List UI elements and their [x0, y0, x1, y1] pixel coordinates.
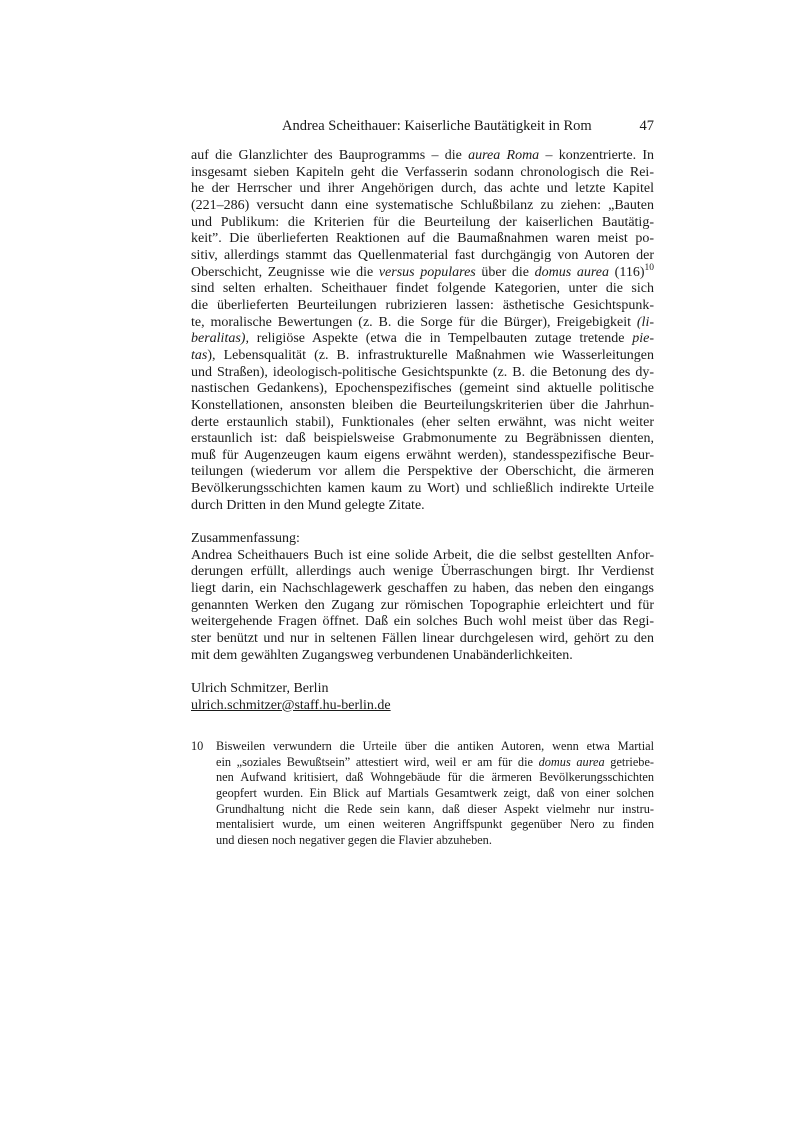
text-line	[191, 365, 654, 382]
text-line	[216, 770, 654, 786]
text-span: te, moralische Bewertungen (z. B. die Sorge für die Bürger), Freigebigkeit	[191, 314, 637, 330]
text-line	[191, 198, 654, 215]
text-span: muß für Augenzeugen kaum eigens erwähnt werden), standesspezifische Beur-	[191, 447, 654, 463]
text-line	[216, 802, 654, 818]
text-span: keit”. Die überlieferten Reaktionen auf die Baumaßnahmen waren meist po-	[191, 231, 654, 247]
text-span: mentalisiert wurde, um einen weiteren Angriffspunkt gegenüber Nero zu finden	[216, 817, 654, 832]
text-line	[191, 148, 654, 165]
text-line	[191, 348, 654, 365]
text-span: durch Dritten in den Mund gelegte Zitate.	[191, 497, 425, 513]
text-line: ster benützt und nur in seltenen Fällen linear durchgelesen wird, gehört zu den	[191, 631, 654, 647]
author-email-link[interactable]: ulrich.schmitzer@staff.hu-berlin.de	[191, 697, 391, 713]
summary-paragraph	[191, 548, 654, 665]
text-line	[191, 248, 654, 265]
text-span: he der Herrscher und ihrer Angehörigen durch, das achte und letzte Kapitel	[191, 181, 654, 197]
italic-text: aurea Roma	[468, 148, 540, 163]
text-line: liegt darin, ein Nachschlagewerk geschaffen zu haben, das neben den eingangs	[191, 581, 654, 597]
text-line	[191, 262, 654, 282]
text-span: Grundhaltung nicht die Rede sein kann, daß dieser Aspekt vielmehr nur instru-	[216, 801, 654, 816]
main-text	[191, 148, 654, 714]
italic-text: beralitas),	[191, 331, 249, 347]
running-title: Andrea Scheithauer: Kaiserliche Bautätigkeit in Rom	[282, 118, 592, 134]
text-line	[191, 165, 654, 182]
text-span: und Straßen), ideologisch-politische Gesichtspunkte (z. B. die Betonung des dy-	[191, 364, 654, 380]
text-line	[191, 331, 654, 348]
text-line	[191, 481, 654, 498]
text-line	[216, 786, 654, 802]
text-line: genannten Werken den Zugang zur römischen Topographie erleichtert und für	[191, 597, 654, 613]
italic-text: versus populares	[378, 264, 476, 280]
text-line	[191, 298, 654, 315]
text-span: und diesen noch negativer gegen die Flavier abzuheben.	[216, 833, 492, 848]
text-line: derungen erfüllt, allerdings auch wenige Überraschungen birgt. Ihr Verdienst	[191, 564, 654, 580]
footnote-text	[216, 739, 654, 849]
author-signature: Ulrich Schmitzer, Berlin	[191, 681, 329, 696]
text-span: auf die Glanzlichter des Bauprogramms – die	[191, 148, 469, 163]
text-span: über die	[475, 264, 535, 280]
text-span: Oberschicht, Zeugnisse wie die	[191, 264, 379, 280]
text-span: Bevölkerungsschichten kamen kaum zu Wort) und schließlich indirekte Urteile	[191, 481, 654, 497]
italic-text: tas	[191, 347, 208, 363]
text-line	[191, 464, 654, 481]
text-line	[191, 448, 654, 465]
text-line: mit dem gewählten Zugangsweg verbundenen Unabänderlichkeiten.	[191, 647, 573, 663]
text-span: die überlieferten Beurteilungen rubrizieren lassen: ästhetische Gesichtspunk-	[191, 297, 654, 313]
text-line	[191, 215, 654, 232]
text-span: insgesamt sieben Kapiteln geht die Verfasserin sodann chronologisch die Rei-	[191, 164, 654, 180]
page-number: 47	[639, 118, 654, 134]
text-line: weitergehende Fragen öffnet. Daß ein solches Buch wohl meist über das Regi-	[191, 614, 654, 630]
text-span: sind selten erhalten. Scheithauer findet folgende Kategorien, unter die sich	[191, 281, 654, 297]
text-span: und Publikum: die Kriterien für die Beurteilung der kaiserlichen Bautätig-	[191, 214, 654, 230]
text-line	[191, 498, 654, 515]
text-line	[191, 181, 654, 198]
text-line	[191, 431, 654, 448]
text-span: ), Lebensqualität (z. B. infrastrukturelle Maßnahmen wie Wasserleitungen	[207, 347, 654, 363]
text-span: (116)	[609, 264, 645, 280]
italic-text: domus aurea	[534, 264, 610, 280]
text-span: Bisweilen verwundern die Urteile über die antiken Autoren, wenn etwa Martial	[216, 739, 654, 753]
running-header	[191, 118, 654, 136]
author-email-row	[191, 698, 654, 715]
text-span: derte erstaunlich stabil), Funktionales (eher selten erwähnt, was nicht weiter	[191, 414, 654, 430]
text-span: geopfert wurden. Ein Blick auf Martials Gesamtwerk zeigt, daß von einer solchen	[216, 786, 654, 801]
text-span: ein „soziales Bewußtsein” attestiert wird, weil er am für die	[216, 754, 539, 769]
text-span: – konzentrierte. In	[539, 148, 654, 163]
text-span: (221–286) versucht dann eine systematische Schlußbilanz zu ziehen: „Bauten	[191, 197, 654, 213]
text-line: Andrea Scheithauers Buch ist eine solide Arbeit, die die selbst gestellten Anfor-	[191, 547, 654, 563]
text-line	[191, 281, 654, 298]
italic-text: (li-	[636, 314, 654, 330]
text-line	[191, 381, 654, 398]
text-span: teilungen (wiederum vor allem die Perspektive der Oberschicht, die ärmeren	[191, 464, 654, 480]
text-span: getriebe-	[604, 754, 654, 769]
text-line	[191, 315, 654, 332]
footnote-10	[191, 739, 654, 849]
text-line	[216, 833, 654, 849]
text-span: erstaunlich ist: daß beispielsweise Grabmonumente zu Begräbnissen dienten,	[191, 431, 654, 447]
footnote-reference[interactable]: 10	[644, 262, 654, 273]
italic-text: domus aurea	[538, 754, 605, 769]
text-span: Konstellationen, ansonsten bleiben die Beurteilungskriterien über die Jahrhun-	[191, 397, 654, 413]
italic-text: pie-	[632, 331, 654, 347]
text-line	[216, 755, 654, 771]
text-span: nen Aufwand kritisiert, daß Wohngebäude für die ärmeren Bevölkerungsschichten	[216, 770, 654, 785]
text-line	[191, 415, 654, 432]
text-span: religiöse Aspekte (etwa die in Tempelbauten zutage tretende	[248, 331, 633, 347]
text-span: sitiv, allerdings stammt das Quellenmaterial fast durchgängig von Autoren der	[191, 247, 654, 263]
text-line	[191, 398, 654, 415]
footnote-number: 10	[191, 739, 204, 753]
summary-heading: Zusammenfassung:	[191, 531, 300, 547]
text-line	[216, 817, 654, 833]
paragraph-1	[191, 148, 654, 514]
text-span: nastischen Gedankens), Epochenspezifisches (gemeint sind aktuelle politische	[191, 381, 654, 397]
text-line	[216, 739, 654, 755]
text-line	[191, 231, 654, 248]
